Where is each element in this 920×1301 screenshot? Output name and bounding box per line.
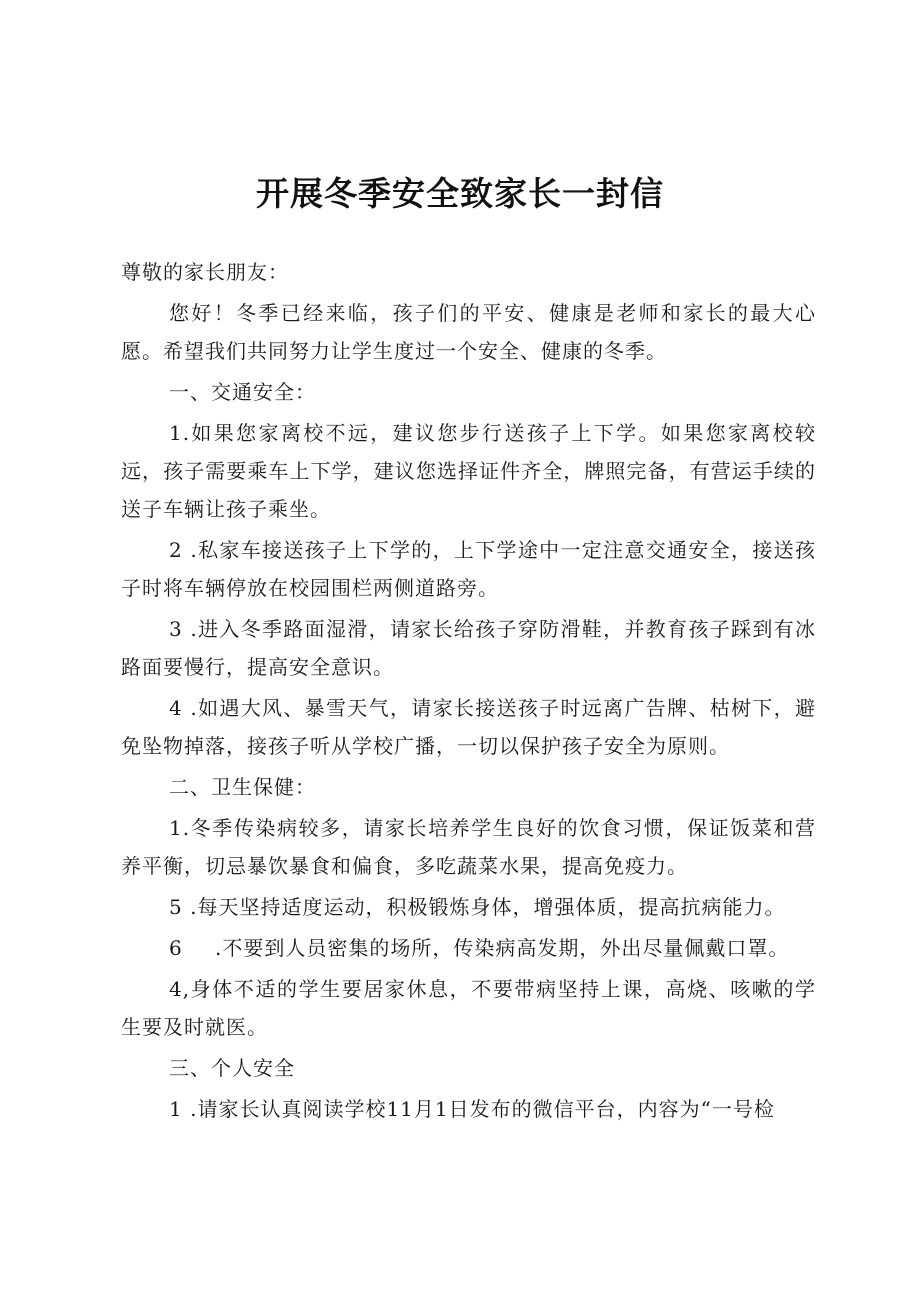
health-item-3-number: 6 xyxy=(169,936,183,960)
section-heading-personal: 三、个人安全 xyxy=(169,1056,295,1080)
traffic-item-4: 4 .如遇大风、暴雪天气，请家长接送孩子时远离广告牌、枯树下，避免坠物掉落，接孩子听从学校广播，一切以保护孩子安全为原则。 xyxy=(121,696,816,758)
section-heading-health: 二、卫生保健： xyxy=(169,775,316,799)
traffic-item-3: 3 .进入冬季路面湿滑，请家长给孩子穿防滑鞋，并教育孩子踩到有冰路面要慢行，提高安全意识。 xyxy=(121,617,816,679)
health-item-3 xyxy=(121,929,816,967)
health-item-2: 5 .每天坚持适度运动，积极锻炼身体，增强体质，提高抗病能力。 xyxy=(169,895,786,919)
traffic-item-1: 1.如果您家离校不远，建议您步行送孩子上下学。如果您家离校较远，孩子需要乘车上下学，建议您选择证件齐全，牌照完备，有营运手续的送子车辆让孩子乘坐。 xyxy=(121,421,816,521)
health-item-4: 4,身体不适的学生要居家休息，不要带病坚持上课，高烧、咳嗽的学生要及时就医。 xyxy=(121,977,816,1039)
traffic-item-2: 2 .私家车接送孩子上下学的，上下学途中一定注意交通安全，接送孩子时将车辆停放在校园围栏两侧道路旁。 xyxy=(121,538,816,600)
intro-paragraph: 您好！冬季已经来临，孩子们的平安、健康是老师和家长的最大心愿。希望我们共同努力让学生度过一个安全、健康的冬季。 xyxy=(121,301,816,363)
health-item-3-text: .不要到人员密集的场所，传染病高发期，外出尽量佩戴口罩。 xyxy=(215,936,790,960)
salutation: 尊敬的家长朋友： xyxy=(121,260,289,284)
health-item-1: 1.冬季传染病较多，请家长培养学生良好的饮食习惯，保证饭菜和营养平衡，切忌暴饮暴食和偏食，多吃蔬菜水果，提高免疫力。 xyxy=(121,816,816,878)
letter-body xyxy=(121,253,816,1128)
personal-item-1: 1 .请家长认真阅读学校11月1日发布的微信平台，内容为“一号检 xyxy=(169,1097,775,1121)
section-heading-traffic: 一、交通安全： xyxy=(169,380,316,404)
page-title: 开展冬季安全致家长一封信 xyxy=(256,174,664,213)
